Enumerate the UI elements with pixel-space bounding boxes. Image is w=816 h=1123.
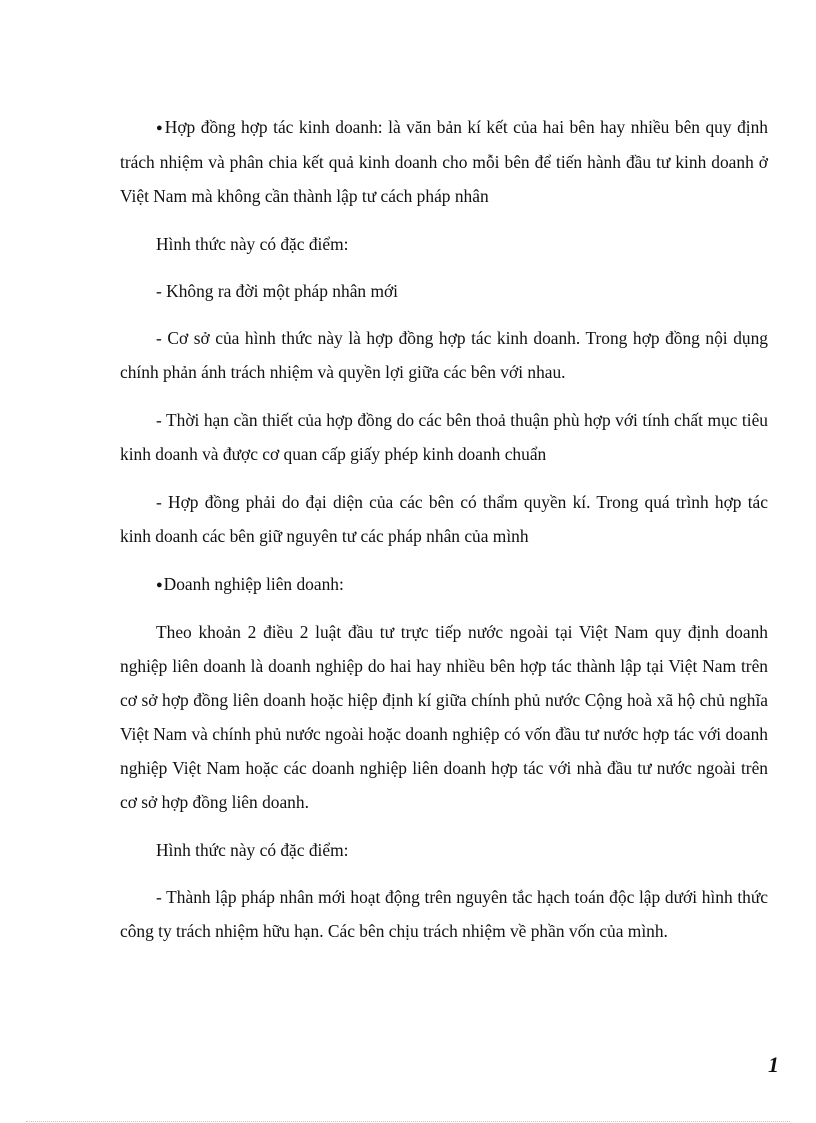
bullet-icon: ● <box>156 579 163 591</box>
paragraph-joint-venture-heading <box>120 567 768 602</box>
paragraph-signing-authority: - Hợp đồng phải do đại diện của các bên có thẩm quyền kí. Trong quá trình hợp tác kinh doanh các bên giữ nguyên tư các pháp nhân của mình <box>120 492 768 546</box>
page-number: 1 <box>768 1052 779 1077</box>
paragraph-features-heading-2: Hình thức này có đặc điểm: <box>156 840 349 860</box>
paragraph-features-heading: Hình thức này có đặc điểm: <box>156 234 349 254</box>
paragraph-contract-basis: - Cơ sở của hình thức này là hợp đồng hợp tác kinh doanh. Trong hợp đồng nội dụng chính phản ánh trách nhiệm và quyền lợi giữa các bên với nhau. <box>120 328 768 382</box>
paragraph-text: Doanh nghiệp liên doanh: <box>163 574 344 594</box>
paragraph-no-new-entity: - Không ra đời một pháp nhân mới <box>156 281 399 301</box>
paragraph-cooperation-contract <box>120 110 768 213</box>
paragraph-contract-term: - Thời hạn cần thiết của hợp đồng do các bên thoả thuận phù hợp với tính chất mục tiêu kinh doanh và được cơ quan cấp giấy phép kinh doanh chuẩn <box>120 410 768 464</box>
document-body <box>120 110 768 962</box>
bullet-icon: ● <box>156 122 164 134</box>
paragraph-text: Hợp đồng hợp tác kinh doanh: là văn bản kí kết của hai bên hay nhiều bên quy định trách nhiệm và phân chia kết quả kinh doanh cho mỗi bên để tiến hành đầu tư kinh doanh ở Việt Nam mà không cần thành lập tư cách pháp nhân <box>120 117 768 206</box>
page-bottom-divider <box>26 1121 790 1122</box>
paragraph-joint-venture-definition: Theo khoản 2 điều 2 luật đầu tư trực tiếp nước ngoài tại Việt Nam quy định doanh nghiệp liên doanh là doanh nghiệp do hai hay nhiều bên hợp tác thành lập tại Việt Nam trên cơ sở hợp đồng liên doanh hoặc hiệp định kí giữa chính phủ nước Cộng hoà xã hộ chủ nghĩa Việt Nam và chính phủ nước ngoài hoặc doanh nghiệp có vốn đầu tư nước hợp tác với doanh nghiệp Việt Nam hoặc các doanh nghiệp liên doanh hợp tác với nhà đầu tư nước ngoài trên cơ sở hợp đồng liên doanh. <box>120 622 768 812</box>
paragraph-new-legal-entity: - Thành lập pháp nhân mới hoạt động trên nguyên tắc hạch toán độc lập dưới hình thức công ty trách nhiệm hữu hạn. Các bên chịu trách nhiệm về phần vốn của mình. <box>120 887 768 941</box>
